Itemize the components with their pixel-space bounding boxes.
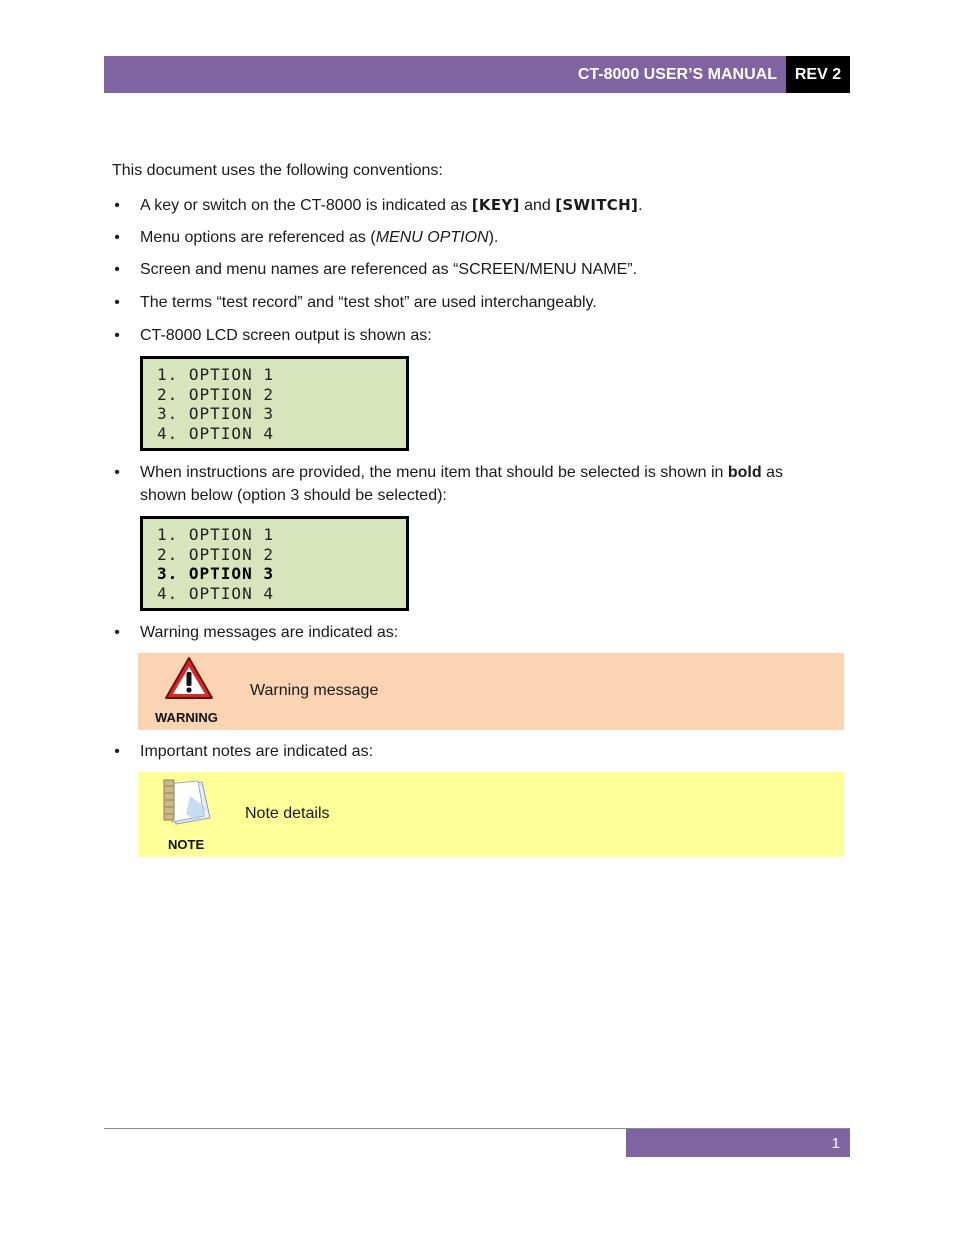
bullet-text: Important notes are indicated as: xyxy=(140,743,374,760)
page-number-box xyxy=(626,1129,850,1157)
key-example: [KEY] xyxy=(471,196,520,214)
lcd-line: 2. OPTION 2 xyxy=(157,384,274,404)
bullet-text: CT-8000 LCD screen output is shown as: xyxy=(140,327,432,344)
revision-badge: REV 2 xyxy=(786,56,850,93)
bullet-icon: • xyxy=(114,229,120,246)
lcd-line: 1. OPTION 1 xyxy=(157,525,274,544)
warning-triangle-icon xyxy=(164,656,214,700)
lcd-line: 1. OPTION 1 xyxy=(157,365,274,384)
menu-option-example: MENU OPTION xyxy=(375,229,489,246)
bullet-icon: • xyxy=(114,294,120,311)
bullet-icon: • xyxy=(114,261,120,278)
bullet-text: When instructions are provided, the menu item that should be selected is shown in xyxy=(140,464,728,481)
bullet-icon: • xyxy=(114,464,120,481)
bullet-text: Screen and menu names are referenced as “SCREEN/MENU NAME”. xyxy=(140,261,638,278)
bullet-text: shown below (option 3 should be selected): xyxy=(140,487,447,504)
lcd-line: 2. OPTION 2 xyxy=(157,544,274,564)
bullet-text: Menu options are referenced as ( xyxy=(140,229,376,246)
bullet-text: . xyxy=(638,197,643,214)
bullet-text: Warning messages are indicated as: xyxy=(140,624,399,641)
bullet-icon: • xyxy=(114,743,120,760)
note-message: Note details xyxy=(245,805,330,822)
lcd-line-selected: 3. OPTION 3 xyxy=(157,564,274,583)
intro-text: This document uses the following conventions: xyxy=(112,162,443,179)
bullet-text: A key or switch on the CT-8000 is indicated as xyxy=(140,197,472,214)
bullet-text: ). xyxy=(488,229,499,246)
note-caption: NOTE xyxy=(168,837,205,852)
bullet-icon: • xyxy=(114,624,120,641)
switch-example: [SWITCH] xyxy=(555,196,639,214)
bullet-icon: • xyxy=(114,197,120,214)
lcd-line: 3. OPTION 3 xyxy=(157,404,274,423)
lcd-screen xyxy=(140,356,409,451)
lcd-screen-selected xyxy=(140,516,409,611)
warning-message: Warning message xyxy=(250,682,379,699)
lcd-line: 4. OPTION 4 xyxy=(157,583,274,603)
bullet-text: as xyxy=(761,464,783,481)
note-box xyxy=(138,772,844,857)
bold-example: bold xyxy=(727,464,762,481)
warning-box xyxy=(138,653,844,730)
notepad-icon xyxy=(160,778,216,828)
manual-title: CT-8000 USER’S MANUAL xyxy=(577,65,777,83)
bullet-text: and xyxy=(519,197,556,214)
bullet-text: The terms “test record” and “test shot” are used interchangeably. xyxy=(140,294,597,311)
lcd-line: 4. OPTION 4 xyxy=(157,423,274,443)
warning-caption: WARNING xyxy=(155,710,218,725)
bullet-icon: • xyxy=(114,327,120,344)
page-header xyxy=(104,56,850,93)
page-number: 1 xyxy=(831,1134,840,1152)
